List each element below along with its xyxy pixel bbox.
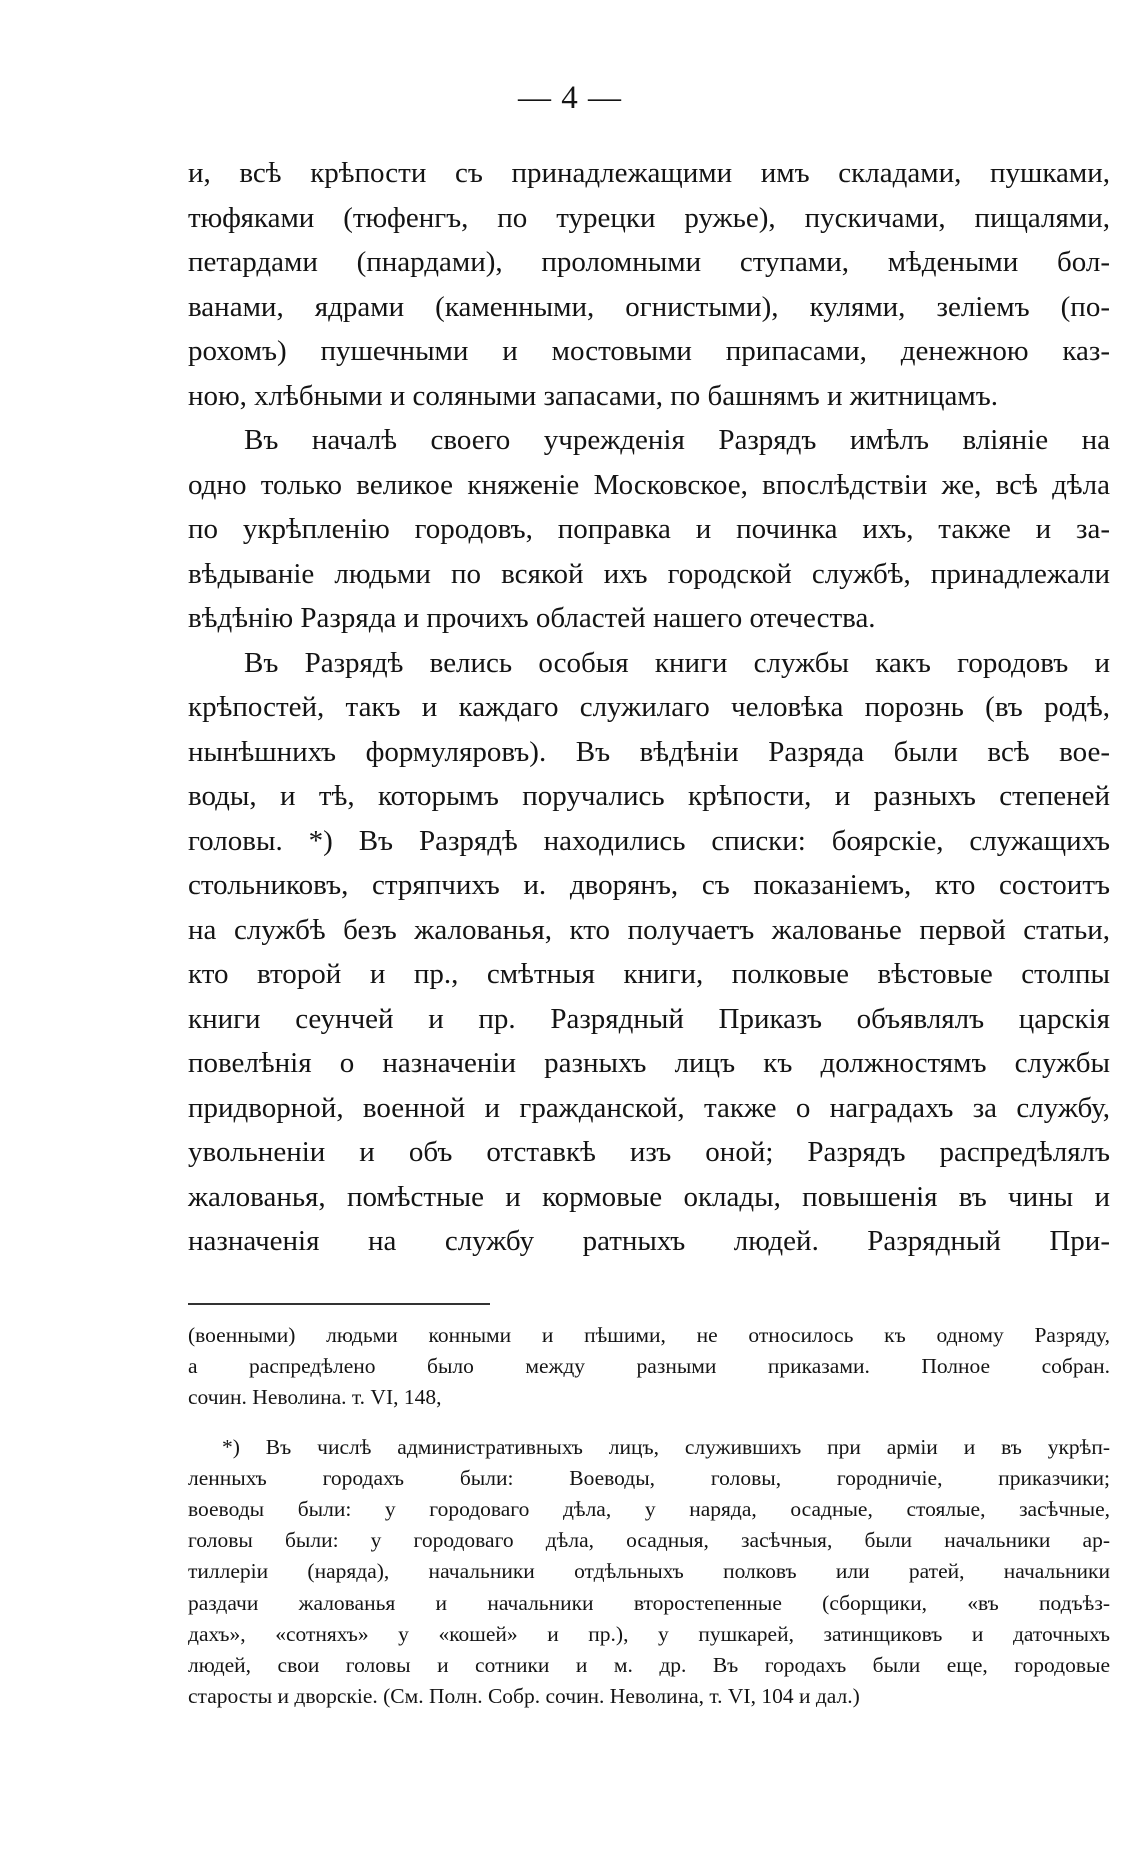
footnote-line: головы были: у городоваго дѣла, осадныя, засѣчныя, были начальники ар- (188, 1528, 1110, 1553)
footnote-line: старосты и дворскіе. (См. Полн. Собр. сочин. Неволина, т. VI, 104 и дал.) (188, 1684, 860, 1709)
text-line: Въ Разрядѣ велись особыя книги службы какъ городовъ и (244, 646, 1110, 679)
footnote-line: тиллеріи (наряда), начальники отдѣльныхъ полковъ или ратей, начальники (188, 1559, 1110, 1584)
text-line: назначенія на службу ратныхъ людей. Разрядный При- (188, 1225, 1110, 1257)
footnote-line: ленныхъ городахъ были: Воеводы, головы, городничіе, приказчики; (188, 1465, 1110, 1490)
footnote-line: людей, свои головы и сотники и м. др. Въ городахъ были еще, городовые (188, 1652, 1110, 1677)
footnote-continuation (188, 1320, 1110, 1414)
text-line: одно только великое княженіе Московское, впослѣдствіи же, всѣ дѣла (188, 468, 1110, 501)
text-line: ванами, ядрами (каменными, огнистыми), кулями, зеліемъ (по- (188, 290, 1110, 323)
text-line: ною, хлѣбными и соляными запасами, по башнямъ и житницамъ. (188, 379, 998, 412)
text-line: придворной, военной и гражданской, также о наградахъ за службу, (188, 1091, 1110, 1124)
text-line: вѣдываніе людьми по всякой ихъ городской службѣ, принадлежали (188, 557, 1110, 590)
text-line: и, всѣ крѣпости съ принадлежащими имъ складами, пушками, (188, 157, 1110, 189)
text-line: крѣпостей, такъ и каждаго служилаго человѣка порознь (въ родѣ, (188, 691, 1110, 723)
text-line: головы. *) Въ Разрядѣ находились списки: боярскіе, служащихъ (188, 824, 1110, 857)
text-line: книги сеунчей и пр. Разрядный Приказъ объявлялъ царскія (188, 1002, 1110, 1035)
footnote-line: дахъ», «сотняхъ» у «кошей» и пр.), у пушкарей, затинщиковъ и даточныхъ (188, 1621, 1110, 1646)
text-line: по укрѣпленію городовъ, поправка и починка ихъ, также и за- (188, 513, 1110, 545)
text-line: рохомъ) пушечными и мостовыми припасами, денежною каз- (188, 335, 1110, 367)
footnotes (188, 1320, 1110, 1712)
text-line: Въ началѣ своего учрежденія Разрядъ имѣлъ вліяніе на (244, 424, 1110, 456)
footnote-star (188, 1432, 1110, 1713)
footnote-line: а распредѣлено было между разными приказами. Полное собран. (188, 1354, 1110, 1379)
footnote-line: раздачи жалованья и начальники второстепенные (сборщики, «въ подъѣз- (188, 1590, 1110, 1615)
text-line: увольненіи и объ отставкѣ изъ оной; Разрядъ распредѣлялъ (188, 1136, 1110, 1168)
footnote-divider (188, 1303, 490, 1305)
text-line: вѣдѣнію Разряда и прочихъ областей нашего отечества. (188, 602, 876, 634)
text-line: повелѣнія о назначеніи разныхъ лицъ къ должностямъ службы (188, 1047, 1110, 1079)
footnote-line: *) Въ числѣ административныхъ лицъ, служившихъ при арміи и въ укрѣп- (222, 1434, 1110, 1459)
footnote-line: воеводы были: у городоваго дѣла, у наряда, осадные, стоялые, засѣчные, (188, 1496, 1110, 1521)
text-line: на службѣ безъ жалованья, кто получаетъ жалованье первой статьи, (188, 913, 1110, 946)
footnote-line: сочин. Неволина. т. VI, 148, (188, 1385, 442, 1410)
text-line: петардами (пнардами), проломными ступами, мѣдеными бол- (188, 246, 1110, 278)
main-text (188, 151, 1110, 1264)
text-line: стольниковъ, стряпчихъ и. дворянъ, съ показаніемъ, кто состоитъ (188, 869, 1110, 901)
footnote-line: (военными) людьми конными и пѣшими, не относилось къ одному Разряду, (188, 1323, 1110, 1347)
text-line: тюфяками (тюфенгъ, по турецки ружье), пускичами, пищалями, (188, 201, 1110, 234)
text-line: нынѣшнихъ формуляровъ). Въ вѣдѣніи Разряда были всѣ вое- (188, 735, 1110, 768)
text-line: кто второй и пр., смѣтныя книги, полковые вѣстовые столпы (188, 958, 1110, 990)
page-number: — 4 — (518, 80, 622, 116)
text-line: воды, и тѣ, которымъ поручались крѣпости, и разныхъ степеней (188, 780, 1110, 812)
text-line: жалованья, помѣстные и кормовые оклады, повышенія въ чины и (188, 1180, 1110, 1213)
